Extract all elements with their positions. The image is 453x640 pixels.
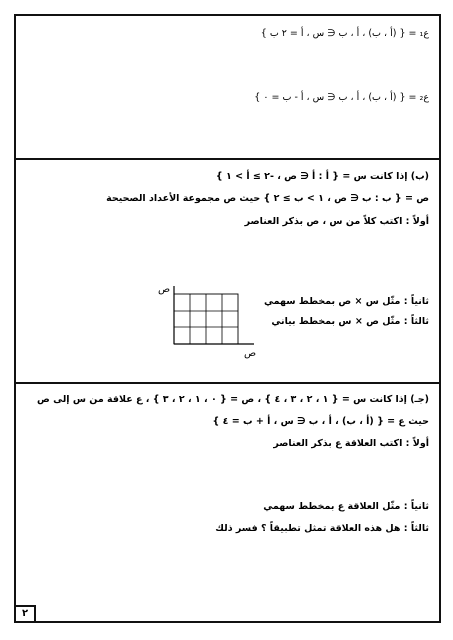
section-c-line-4: ثانياً : مثّل العلاقة ع بمخطط سهمي [263, 501, 429, 512]
section-c-line-2: حيث ع = { (أ ، ب) ، أ ، ب ∈ س ، أ + ب = ٤ } [212, 416, 429, 427]
section-c-line-1: (جـ) إذا كانت س = { ١ ، ٢ ، ٣ ، ٤ } ، ص = { ٠ ، ١ ، ٢ ، ٣ } ، ع علاقة من س إلى ص [37, 394, 429, 405]
section-b-line-2: ص = { ب : ب ∈ ص ، ١ > ب ≥ ٢ } حيث ص مجموعة الأعداد الصحيحة [106, 193, 429, 204]
section-b-line-4: ثانياً : مثّل س × ص بمخطط سهمي [264, 296, 429, 307]
section-b-line-5: ثالثاً : مثّل ص × س بمخطط بياني [271, 316, 429, 327]
relation-1-text: ع₁ = { (أ ، ب) ، أ ، ب ∈ س ، أ = ٢ ب } [260, 28, 429, 39]
y-axis-label: ص [158, 284, 171, 295]
graph-grid [156, 282, 276, 362]
section-c-line-3: أولاً : اكتب العلاقة ع بذكر العناصر [273, 438, 429, 449]
section-c-line-5: ثالثاً : هل هذه العلاقة تمثل تطبيقاً ؟ فسر ذلك [215, 523, 429, 534]
x-axis-label: ص [244, 348, 257, 359]
relation-2-text: ع₂ = { (أ ، ب) ، أ ، ب ∈ س ، أ - ب = ٠ } [254, 92, 429, 103]
section-b-line-3: أولاً : اكتب كلاً من س ، ص بذكر العناصر [244, 216, 429, 227]
section-divider-1 [16, 158, 439, 160]
section-divider-2 [16, 382, 439, 384]
page-frame [14, 14, 441, 623]
section-b-line-1: (ب) إذا كانت س = { أ : أ ∈ ص ، -٢ ≥ أ > ١ } [215, 171, 429, 182]
page-number: ٢ [16, 605, 36, 621]
